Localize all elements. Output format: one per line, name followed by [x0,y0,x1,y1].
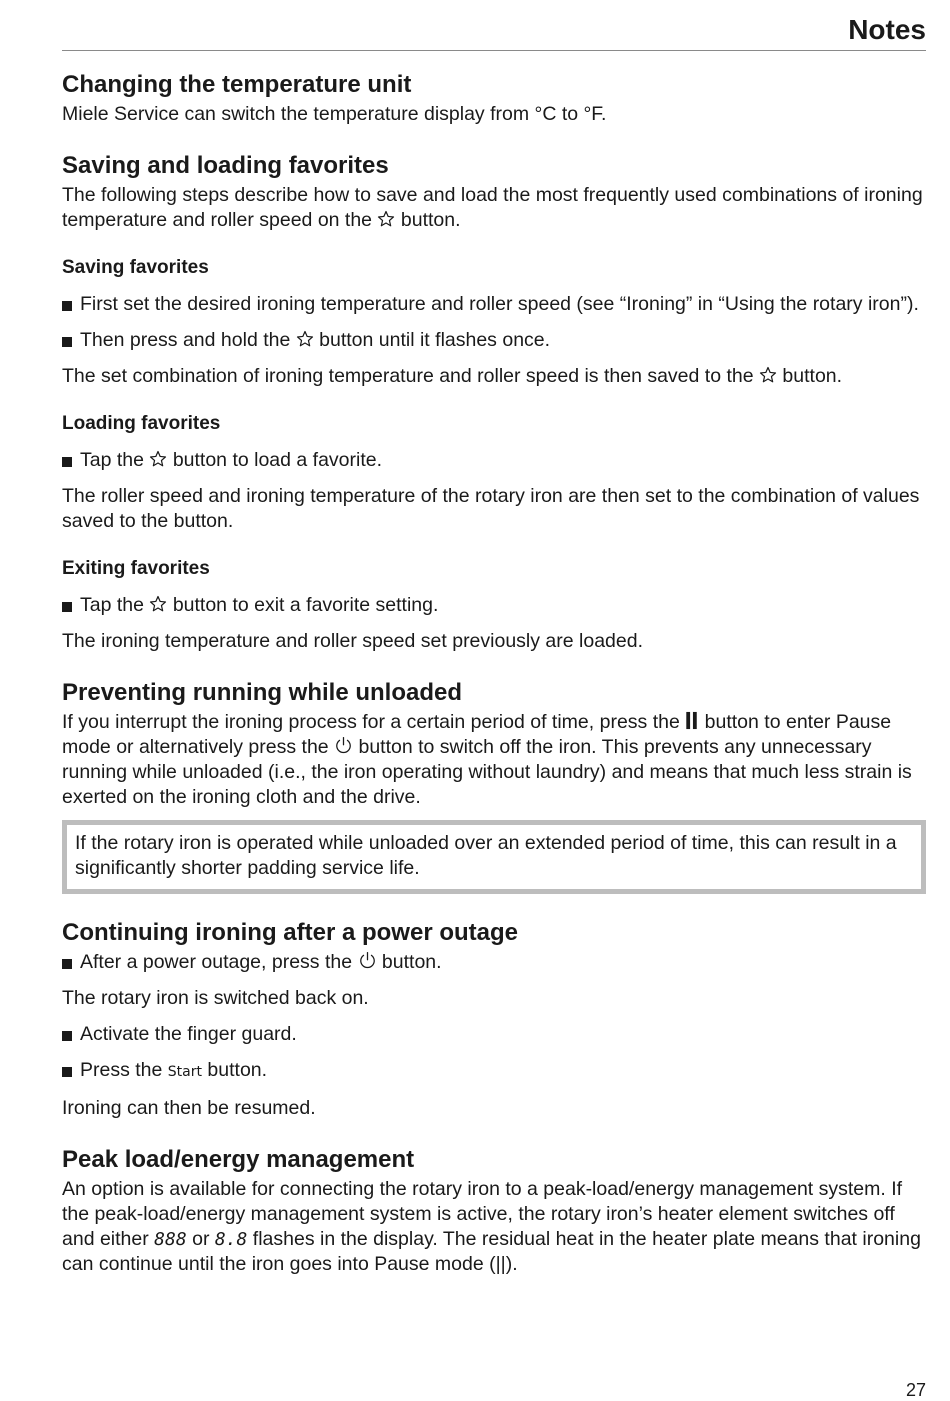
bullet-text-b: button to load a favorite. [172,449,383,471]
star-icon [149,450,167,468]
list-item [62,950,926,975]
peak-text-a: An option is available for connecting the rotary iron to a peak-load/energy management system. If the peak-load/energy management system is active, the rotary iron’s heater element switches off and either [62,1178,903,1250]
list-item [62,448,926,473]
note-text: If the rotary iron is operated while unloaded over an extended period of time, this can result in a significantly shorter padding service life. [75,832,897,879]
star-icon [149,595,167,613]
heading-peak-load: Peak load/energy management [62,1146,415,1173]
bullet-text: First set the desired ironing temperature and roller speed (see “Ironing” in “Using the rotary iron”). [80,293,919,315]
peak-text-b: flashes in the display. The residual heat in the heater plate means that ironing can continue until the iron goes into Pause mode ( [62,1228,921,1275]
paragraph-switched-on: The rotary iron is switched back on. [62,987,369,1009]
intro-text-b: button. [400,209,461,231]
paragraph-temperature-unit: Miele Service can switch the temperature display from °C to °F. [62,103,607,125]
bullet-text-a: Then press and hold the [80,329,291,351]
list-item [62,1022,926,1047]
page-number: 27 [905,1380,926,1400]
heading-temperature-unit: Changing the temperature unit [62,71,412,98]
paragraph-loading-result: The roller speed and ironing temperature of the rotary iron are then set to the combination of values saved to the button. [62,485,920,532]
bullet-text-a: Tap the [80,594,144,616]
heading-saving-favorites: Saving favorites [62,257,209,278]
heading-power-outage: Continuing ironing after a power outage [62,919,518,946]
power-icon [358,951,377,970]
display-code-888: 888 [154,1229,187,1250]
pause-symbol: || [495,1253,506,1275]
bullet-text-b: button. [207,1059,268,1081]
paragraph-resumed: Ironing can then be resumed. [62,1097,316,1119]
note-box [62,820,926,894]
result-text-a: The set combination of ironing temperature and roller speed is then saved to the [62,365,754,387]
star-icon [296,330,314,348]
page-header-title: Notes [848,14,926,45]
peak-text-or: or [192,1228,210,1250]
bullet-text-b: button. [381,951,442,973]
page-header [62,12,926,51]
list-item [62,292,926,317]
unloaded-text-c: button to switch off the iron. This prevents any unnecessary running while unloaded (i.e., the iron operating without laundry) and means that much less strain is exerted on the ironing cloth and the drive. [62,736,912,808]
page-content [62,68,926,1277]
unloaded-text-b: button to enter Pause mode or alternatively press the [62,711,892,758]
bullet-text: Activate the finger guard. [80,1023,297,1045]
star-icon [377,210,395,228]
bullet-text-a: Press the [80,1059,163,1081]
bullet-text-a: Tap the [80,449,144,471]
bullet-text-b: button until it flashes once. [319,329,551,351]
paragraph-exiting-result: The ironing temperature and roller speed set previously are loaded. [62,630,644,652]
list-item [62,328,926,353]
intro-text-a: The following steps describe how to save and load the most frequently used combinations of ironing temperature and roller speed on the [62,184,923,231]
paragraph-peak-load [62,1177,926,1277]
pause-icon [685,711,699,730]
peak-text-c: ). [505,1253,518,1275]
list-item [62,1058,926,1085]
heading-unloaded: Preventing running while unloaded [62,679,463,706]
unloaded-text-a: If you interrupt the ironing process for a certain period of time, press the [62,711,680,733]
list-item [62,593,926,618]
result-text-b: button. [782,365,843,387]
display-code-8-8: 8.8 [214,1229,248,1250]
star-icon [759,366,777,384]
paragraph-unloaded [62,710,926,810]
start-button-label: Start [167,1064,202,1080]
paragraph-favorites-intro [62,183,926,233]
paragraph-saving-result [62,364,926,389]
heading-favorites: Saving and loading favorites [62,152,389,179]
bullet-text-b: button to exit a favorite setting. [172,594,439,616]
power-icon [334,736,353,755]
bullet-text-a: After a power outage, press the [80,951,353,973]
heading-loading-favorites: Loading favorites [62,413,221,434]
heading-exiting-favorites: Exiting favorites [62,558,210,579]
